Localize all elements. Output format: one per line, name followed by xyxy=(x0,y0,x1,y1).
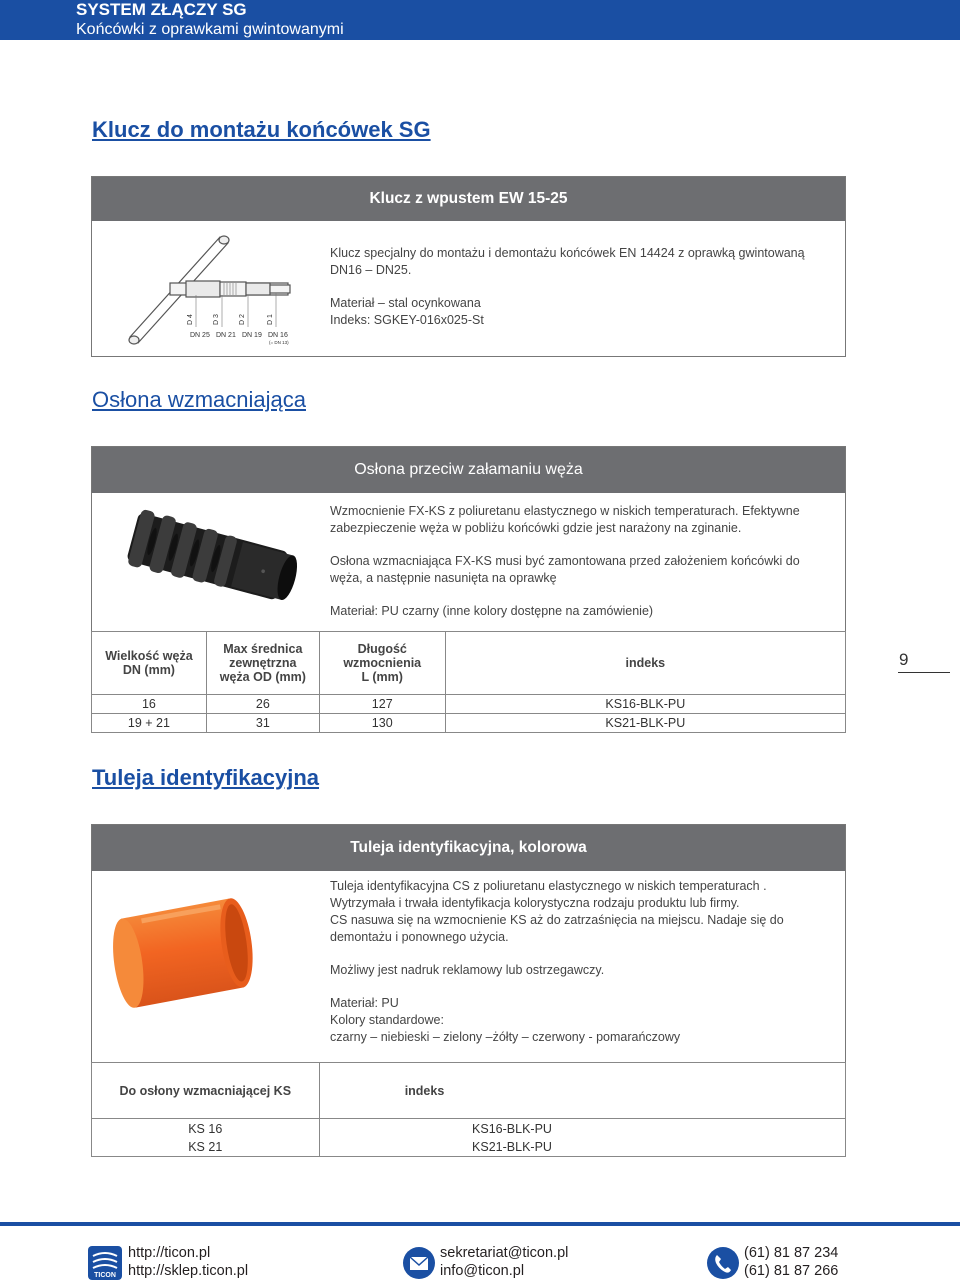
footer-emails xyxy=(440,1244,568,1280)
footer-email2-link[interactable]: info@ticon.pl xyxy=(440,1263,525,1279)
footer-web2-link[interactable]: http://sklep.ticon.pl xyxy=(128,1263,249,1279)
id-tube-table-header-row xyxy=(92,1063,846,1119)
table-cell: KS16-BLK-PU KS21-BLK-PU xyxy=(319,1119,846,1157)
table-cell: 127 xyxy=(319,695,445,714)
table-cell: 31 xyxy=(206,714,319,733)
table-row xyxy=(92,1119,846,1157)
footer-divider xyxy=(0,1222,960,1226)
table-cell: KS 16 KS 21 xyxy=(92,1119,320,1157)
key-index: Indeks: SGKEY-016x025-St xyxy=(330,313,484,327)
sleeve-product-box xyxy=(91,446,846,634)
reinforcement-sleeve-image xyxy=(110,502,310,612)
table-cell: 130 xyxy=(319,714,445,733)
page-number: 9 xyxy=(898,650,950,673)
id-tube-p1-line3: CS nasuwa się na wzmocnienie KS aż do zatrzaśnięcia na miejscu. Nadaje się do xyxy=(330,913,784,927)
sleeve-p1-line1: Wzmocnienie FX-KS z poliuretanu elastycznego w niskich temperaturach. Efektywne xyxy=(330,504,800,518)
dn-label-21: DN 21 xyxy=(216,332,236,339)
header-title: SYSTEM ZŁĄCZY SG xyxy=(76,0,247,19)
id-tube-box-title: Tuleja identyfikacyjna, kolorowa xyxy=(92,825,845,871)
email-icon xyxy=(402,1246,436,1280)
id-tube-spec-table xyxy=(91,1062,846,1157)
id-tube-p1-line4: demontażu i ponownego użycia. xyxy=(330,930,509,944)
table-row xyxy=(92,695,846,714)
footer-phone2[interactable]: (61) 81 87 266 xyxy=(744,1263,839,1279)
dim-label-d1: D 1 xyxy=(267,314,274,325)
orange-sleeve-image xyxy=(106,885,266,1015)
id-tube-description xyxy=(330,878,784,1046)
page-header xyxy=(0,0,960,40)
sleeve-table-header-row xyxy=(92,632,846,695)
svg-text:TICON: TICON xyxy=(94,1272,116,1279)
key-box-title: Klucz z wpustem EW 15-25 xyxy=(92,177,845,221)
dn-small-note: (= DN 13) xyxy=(269,340,289,345)
sleeve-box-title: Osłona przeciw załamaniu węża xyxy=(92,447,845,493)
key-desc-line1: Klucz specjalny do montażu i demontażu końcówek EN 14424 z oprawką gwintowaną xyxy=(330,246,805,260)
sleeve-header-size: Wielkość węża DN (mm) xyxy=(92,632,207,695)
dim-label-d2: D 2 xyxy=(239,314,246,325)
key-desc-line2: DN16 – DN25. xyxy=(330,263,412,277)
sleeve-header-length: Długość wzmocnienia L (mm) xyxy=(319,632,445,695)
id-tube-p1-line1: Tuleja identyfikacyjna CS z poliuretanu elastycznego w niskich temperaturach . xyxy=(330,879,767,893)
dim-label-d3: D 3 xyxy=(213,314,220,325)
key-description xyxy=(330,245,805,329)
id-tube-print-note: Możliwy jest nadruk reklamowy lub ostrzegawczy. xyxy=(330,963,605,977)
sleeve-header-index: indeks xyxy=(445,632,845,695)
footer-phones xyxy=(744,1244,838,1280)
header-subtitle: Końcówki z oprawkami gwintowanymi xyxy=(76,21,344,38)
footer-web-links xyxy=(128,1244,248,1280)
ticon-logo-icon xyxy=(88,1246,122,1280)
sleeve-description xyxy=(330,503,800,620)
id-tube-colors-label: Kolory standardowe: xyxy=(330,1013,444,1027)
table-cell: KS21-BLK-PU xyxy=(445,714,845,733)
section-title-key: Klucz do montażu końcówek SG xyxy=(92,117,431,142)
sleeve-header-od: Max średnica zewnętrzna węża OD (mm) xyxy=(206,632,319,695)
footer-phone1[interactable]: (61) 81 87 234 xyxy=(744,1245,839,1261)
id-tube-p1-line2: Wytrzymała i trwała identyfikacja kolorystyczna rodzaju produktu lub firmy. xyxy=(330,896,740,910)
id-tube-header-for: Do osłony wzmacniającej KS xyxy=(92,1063,320,1119)
phone-icon xyxy=(706,1246,740,1280)
dn-label-16: DN 16 xyxy=(268,332,288,339)
id-tube-product-box xyxy=(91,824,846,1064)
footer-web1-link[interactable]: http://ticon.pl xyxy=(128,1245,211,1261)
id-tube-header-index: indeks xyxy=(319,1063,846,1119)
id-tube-material: Materiał: PU xyxy=(330,996,399,1010)
key-drawing xyxy=(112,229,322,349)
dim-label-d4: D 4 xyxy=(187,314,194,325)
key-material: Materiał – stal ocynkowana xyxy=(330,296,481,310)
section-title-sleeve: Osłona wzmacniająca xyxy=(92,387,306,412)
key-product-box xyxy=(91,176,846,357)
table-row xyxy=(92,714,846,733)
section-title-id-tube: Tuleja identyfikacyjna xyxy=(92,765,320,790)
table-cell: 19 + 21 xyxy=(92,714,207,733)
dn-label-19: DN 19 xyxy=(242,332,262,339)
sleeve-material: Materiał: PU czarny (inne kolory dostępne na zamówienie) xyxy=(330,604,654,618)
table-cell: 16 xyxy=(92,695,207,714)
dn-label-25: DN 25 xyxy=(190,332,210,339)
footer-email1-link[interactable]: sekretariat@ticon.pl xyxy=(440,1245,569,1261)
sleeve-p2-line1: Osłona wzmacniająca FX-KS musi być zamontowana przed założeniem końcówki do xyxy=(330,554,800,568)
sleeve-p2-line2: węża, a następnie nasunięta na oprawkę xyxy=(330,571,557,585)
table-cell: 26 xyxy=(206,695,319,714)
sleeve-p1-line2: zabezpieczenie węża w pobliżu końcówki gdzie jest narażony na zginanie. xyxy=(330,521,742,535)
id-tube-colors-list: czarny – niebieski – zielony –żółty – czerwony - pomarańczowy xyxy=(330,1030,681,1044)
table-cell: KS16-BLK-PU xyxy=(445,695,845,714)
sleeve-spec-table xyxy=(91,631,846,733)
